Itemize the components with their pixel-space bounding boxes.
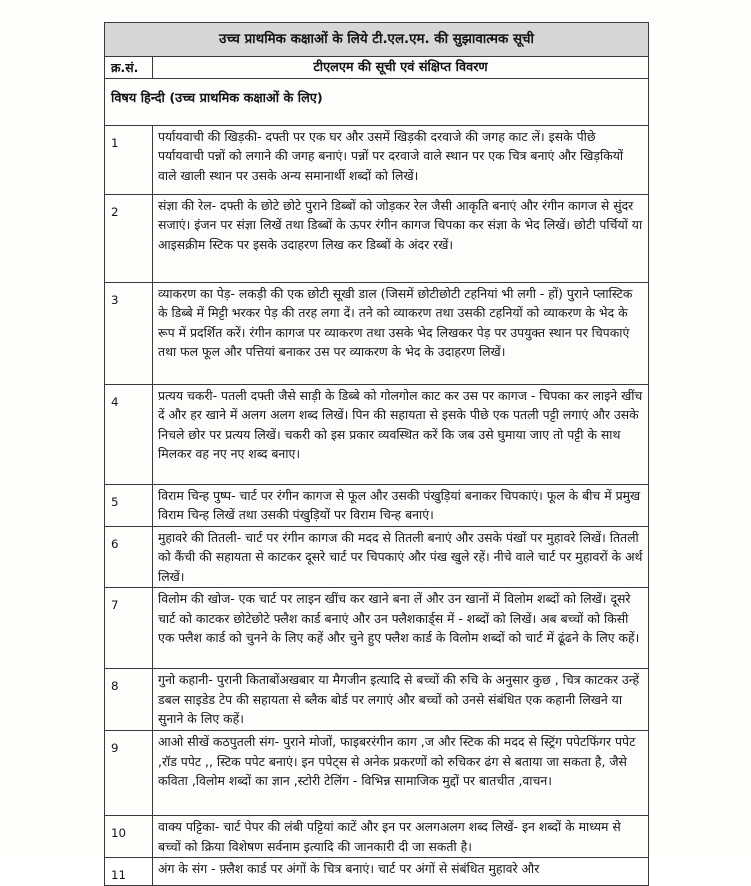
- row-number: 9: [105, 731, 153, 816]
- table-row: [105, 527, 649, 588]
- row-description: आओ सीखें कठपुतली संग- पुराने मोजों, फाइबररंगीन काग ,ज और स्टिक की मदद से स्ट्रिंग पपेटफिंगर पपेट ,रॉड पपेट ,, स्टिक पपेट बनाएं। इन पपेट्स से अनेक प्रकरणों को रुचिकर ढंग से बताया जा सकता है, जैसे कविता ,विलोम शब्दों का ज्ञान ,स्टोरी टेलिंग - विभिन्न सामाजिक मुद्दों पर बातचीत ,वाचन।: [153, 731, 649, 816]
- row-number: 7: [105, 588, 153, 669]
- table-row: [105, 588, 649, 669]
- row-number: 11: [105, 858, 153, 886]
- header-row: [105, 57, 649, 79]
- table-row: [105, 195, 649, 283]
- table-row: [105, 485, 649, 527]
- table-row: [105, 731, 649, 816]
- row-description: वाक्य पट्टिका- चार्ट पेपर की लंबी पट्टियां काटें और इन पर अलगअलग शब्द लिखें- इन शब्दों के माध्यम से बच्चों को क्रिया विशेषण सर्वनाम इत्यादि की जानकारी दी जा सकती है।: [153, 816, 649, 858]
- row-number: 1: [105, 126, 153, 195]
- row-number: 8: [105, 669, 153, 731]
- subject-heading: विषय हिन्दी (उच्च प्राथमिक कक्षाओं के लिए): [105, 79, 649, 126]
- table-row: [105, 669, 649, 731]
- row-description: व्याकरण का पेड़- लकड़ी की एक छोटी सूखी डाल (जिसमें छोटीछोटी टहनियां भी लगी - हों) पुराने प्लास्टिक के डिब्बे में मिट्टी भरकर पेड़ की तरह लगा दें। तने को व्याकरण तथा उसकी टहनियों को व्याकरण के भेद के रूप में प्रदर्शित करें। रंगीन कागज पर व्याकरण तथा उसके भेद लिखकर पेड़ पर उपयुक्त स्थान पर चिपकाएं तथा फल फूल और पत्तियां बनाकर उस पर व्याकरण के भेद के उदाहरण लिखें।: [153, 283, 649, 385]
- row-description: पर्यायवाची की खिड़की- दफ्ती पर एक घर और उसमें खिड़की दरवाजे की जगह काट लें। इसके पीछे पर्यायवाची पन्नों को लगाने की जगह बनाएं। पन्नों पर दरवाजे वाले स्थान पर एक चित्र बनाएं और खिड़कियों वाले खाली स्थान पर उसके अन्य समानार्थी शब्दों को लिखें।: [153, 126, 649, 195]
- title-row: [105, 23, 649, 57]
- row-number: 6: [105, 527, 153, 588]
- row-description: मुहावरे की तितली- चार्ट पर रंगीन कागज की मदद से तितली बनाएं और उसके पंखों पर मुहावरे लिखें। तितली को कैंची की सहायता से काटकर दूसरे चार्ट पर चिपकाएं और पंख खुले रहें। नीचे वाले चार्ट पर मुहावरों के अर्थ लिखें।: [153, 527, 649, 588]
- serial-header: क्र.सं.: [105, 57, 153, 79]
- row-number: 10: [105, 816, 153, 858]
- table-row: [105, 385, 649, 485]
- row-description: प्रत्यय चकरी- पतली दफ्ती जैसे साड़ी के डिब्बे को गोलगोल काट कर उस पर कागज - चिपका कर लाइने खींच दें और हर खाने में अलग अलग शब्द लिखें। पिन की सहायता से इसके पीछे एक पतली पट्टी लगाएं और उसके निचले छोर पर प्रत्यय लिखें। चकरी को इस प्रकार व्यवस्थित करें कि जब उसे घुमाया जाए तो पट्टी के साथ मिलकर वह नए नए शब्द बनाए।: [153, 385, 649, 485]
- row-description: संज्ञा की रेल- दफ्ती के छोटे छोटे पुराने डिब्बों को जोड़कर रेल जैसी आकृति बनाएं और रंगीन कागज से सुंदर सजाएं। इंजन पर संज्ञा लिखें तथा डिब्बों के ऊपर रंगीन कागज चिपका कर संज्ञा के भेद लिखें। छोटी पर्चियों या आइसक्रीम स्टिक पर इसके उदाहरण लिख कर डिब्बों के अंदर रखें।: [153, 195, 649, 283]
- description-header: टीएलएम की सूची एवं संक्षिप्त विवरण: [153, 57, 649, 79]
- row-number: 2: [105, 195, 153, 283]
- row-description: अंग के संग - फ़्लैश कार्ड पर अंगों के चित्र बनाएं। चार्ट पर अंगों से संबंधित मुहावरे और: [153, 858, 649, 886]
- table-row: [105, 816, 649, 858]
- row-description: विलोम की खोज- एक चार्ट पर लाइन खींच कर खाने बना लें और उन खानों में विलोम शब्दों को लिखें। दूसरे चार्ट को काटकर छोटेछोटे फ्लैश कार्ड बनाएं और उन फ्लैशकार्ड्स में - शब्दों को लिखें। अब बच्चों को किसी एक फ्लैश कार्ड को चुनने के लिए कहें और चुने हुए फ्लैश कार्ड के विलोम शब्दों को चार्ट में ढूंढने के लिए कहें।: [153, 588, 649, 669]
- subject-row: [105, 79, 649, 126]
- row-number: 3: [105, 283, 153, 385]
- table-row: [105, 283, 649, 385]
- row-description: गुनो कहानी- पुरानी किताबोंअखबार या मैगजीन इत्यादि से बच्चों की रुचि के अनुसार कुछ , चित्र काटकर उन्हें डबल साइडेड टेप की सहायता से ब्लैक बोर्ड पर लगाएं और बच्चों को उनसे संबंधित एक कहानी लिखने या सुनाने के लिए कहें।: [153, 669, 649, 731]
- row-number: 5: [105, 485, 153, 527]
- table-row: [105, 126, 649, 195]
- tlm-table: [104, 22, 649, 886]
- table-row: [105, 858, 649, 886]
- row-description: विराम चिन्ह पुष्प- चार्ट पर रंगीन कागज से फूल और उसकी पंखुड़ियां बनाकर चिपकाएं। फूल के बीच में प्रमुख विराम चिन्ह लिखें तथा उसकी पंखुड़ियों पर विराम चिन्ह बनाएं।: [153, 485, 649, 527]
- row-number: 4: [105, 385, 153, 485]
- table-title: उच्च प्राथमिक कक्षाओं के लिये टी.एल.एम. की सुझावात्मक सूची: [105, 23, 649, 57]
